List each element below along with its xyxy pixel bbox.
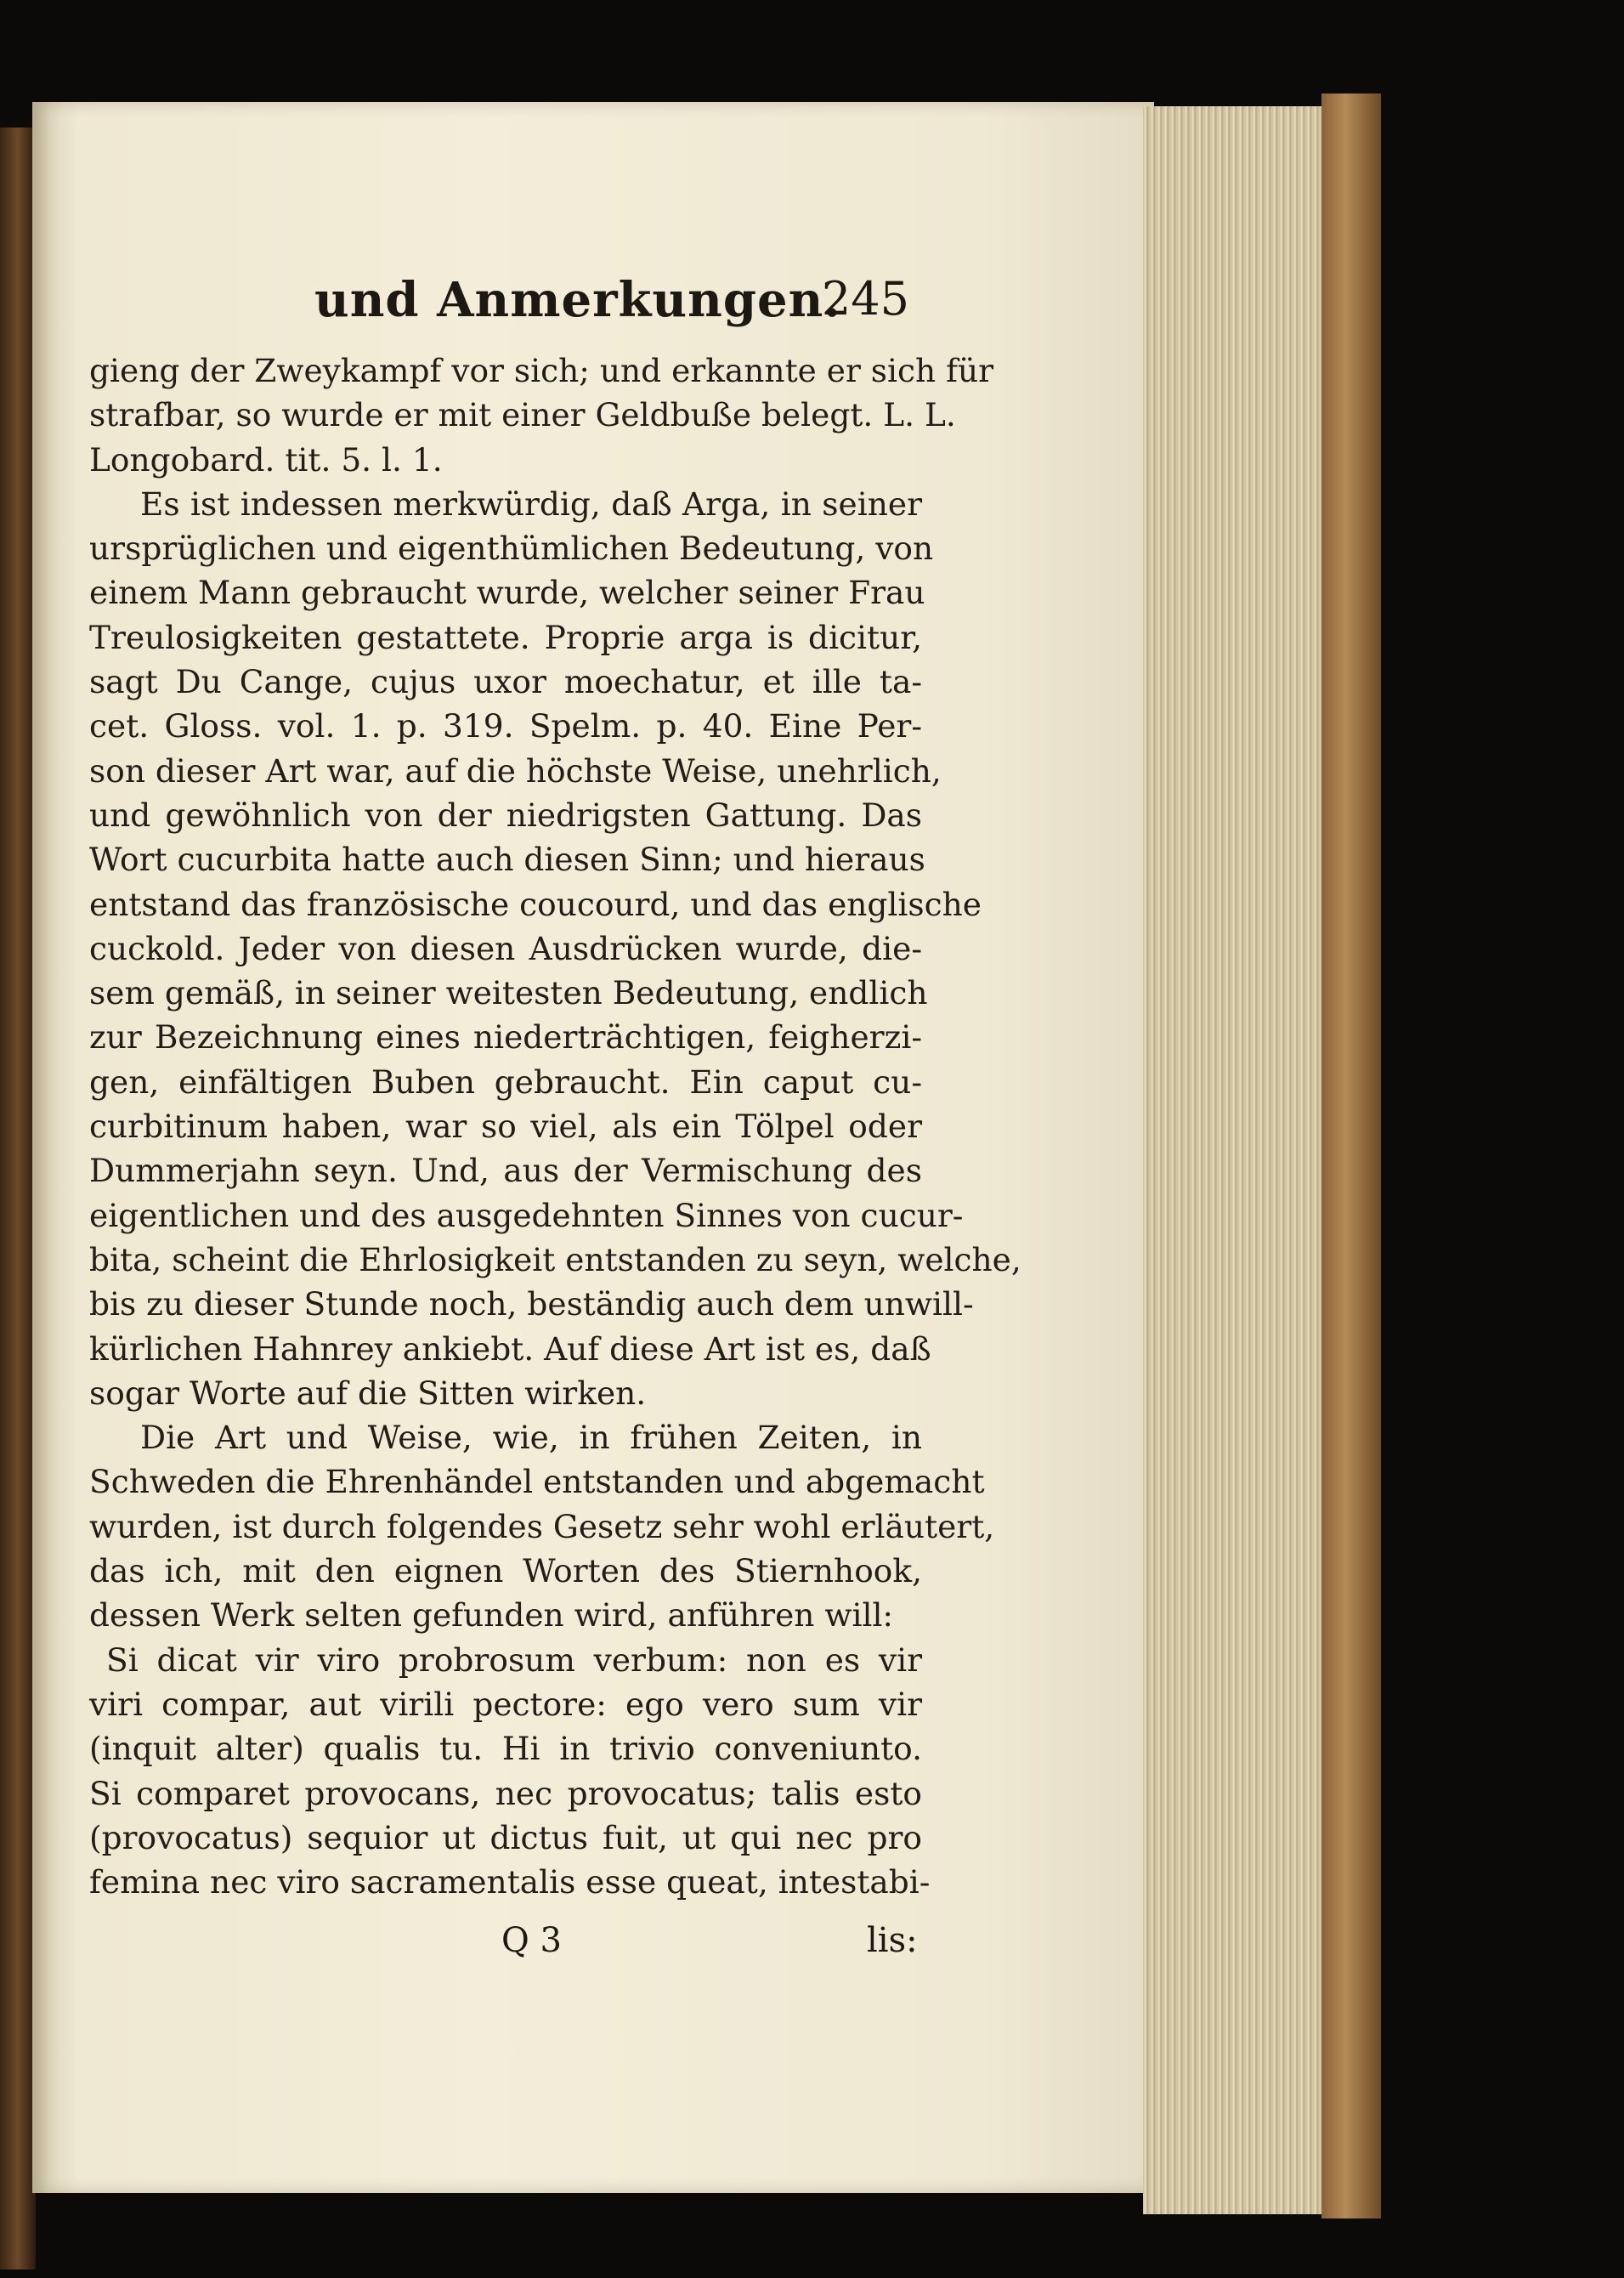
- text-line: femina nec viro sacramentalis esse queat, intestabi-: [89, 1863, 931, 1901]
- signature-mark: Q 3: [501, 1921, 562, 1960]
- catchword: lis:: [867, 1921, 918, 1960]
- text-line: und gewöhnlich von der niedrigsten Gattung. Das: [89, 796, 922, 834]
- text-line: son dieser Art war, auf die höchste Weise, unehrlich,: [89, 751, 942, 790]
- text-line: sogar Worte auf die Sitten wirken.: [89, 1374, 647, 1412]
- text-line: Die Art und Weise, wie, in frühen Zeiten, in: [140, 1419, 922, 1457]
- text-line: (provocatus) sequior ut dictus fuit, ut qui nec pro: [89, 1818, 922, 1856]
- text-line: Treulosigkeiten gestattete. Proprie arga is dicitur,: [89, 618, 922, 656]
- text-line: das ich, mit den eignen Worten des Stiernhook,: [89, 1552, 922, 1590]
- text-line: Dummerjahn seyn. Und, aus der Vermischung des: [89, 1152, 922, 1190]
- running-head: [85, 272, 909, 332]
- left-binding: [0, 128, 36, 2270]
- text-line: ursprüglichen und eigenthümlichen Bedeutung, von: [89, 530, 934, 568]
- text-line: entstand das französische coucourd, und das englische: [89, 885, 982, 923]
- text-line: sem gemäß, in seiner weitesten Bedeutung, endlich: [89, 974, 928, 1012]
- text-line: cet. Gloss. vol. 1. p. 319. Spelm. p. 40. Eine Per-: [89, 707, 922, 745]
- text-line: strafbar, so wurde er mit einer Geldbuße belegt. L. L.: [89, 396, 956, 434]
- text-line: bita, scheint die Ehrlosigkeit entstanden zu seyn, welche,: [89, 1240, 1021, 1278]
- text-line: Es ist indessen merkwürdig, daß Arga, in seiner: [140, 484, 922, 523]
- text-line: bis zu dieser Stunde noch, beständig auch dem unwill-: [89, 1285, 974, 1323]
- text-line: Wort cucurbita hatte auch diesen Sinn; und hieraus: [89, 841, 925, 879]
- running-title: und Anmerkungen.: [314, 272, 841, 328]
- text-line: Longobard. tit. 5. l. 1.: [89, 440, 443, 479]
- text-line: dessen Werk selten gefunden wird, anführen will:: [89, 1596, 894, 1635]
- body-text: [89, 348, 1021, 1904]
- page-edges: [1143, 106, 1331, 2214]
- text-line: eigentlichen und des ausgedehnten Sinnes von cucur-: [89, 1196, 964, 1234]
- text-line: kürlichen Hahnrey ankiebt. Auf diese Art ist es, daß: [89, 1329, 931, 1368]
- text-line: gen, einfältigen Buben gebraucht. Ein caput cu-: [89, 1062, 922, 1101]
- text-line: viri compar, aut virili pectore: ego vero sum vir: [89, 1685, 922, 1723]
- text-line: Schweden die Ehrenhändel entstanden und abgemacht: [89, 1463, 985, 1501]
- text-line: (inquit alter) qualis tu. Hi in trivio conveniunto.: [89, 1730, 922, 1768]
- text-line: cuckold. Jeder von diesen Ausdrücken wurde, die-: [89, 929, 922, 967]
- text-line: zur Bezeichnung eines niederträchtigen, feigherzi-: [89, 1018, 922, 1057]
- text-line: einem Mann gebraucht wurde, welcher seiner Frau: [89, 574, 925, 612]
- text-line: wurden, ist durch folgendes Gesetz sehr wohl erläutert,: [89, 1507, 995, 1545]
- text-line: curbitinum haben, war so viel, als ein Tölpel oder: [89, 1108, 922, 1146]
- text-line: Si dicat vir viro probrosum verbum: non es vir: [106, 1640, 922, 1679]
- text-line: sagt Du Cange, cujus uxor moechatur, et ille ta-: [89, 663, 922, 701]
- text-line: gieng der Zweykampf vor sich; und erkannte er sich für: [89, 352, 994, 389]
- page-number: 245: [821, 272, 909, 326]
- text-line: Si comparet provocans, nec provocatus; talis esto: [89, 1774, 922, 1812]
- book-cover-edge: [1321, 94, 1381, 2218]
